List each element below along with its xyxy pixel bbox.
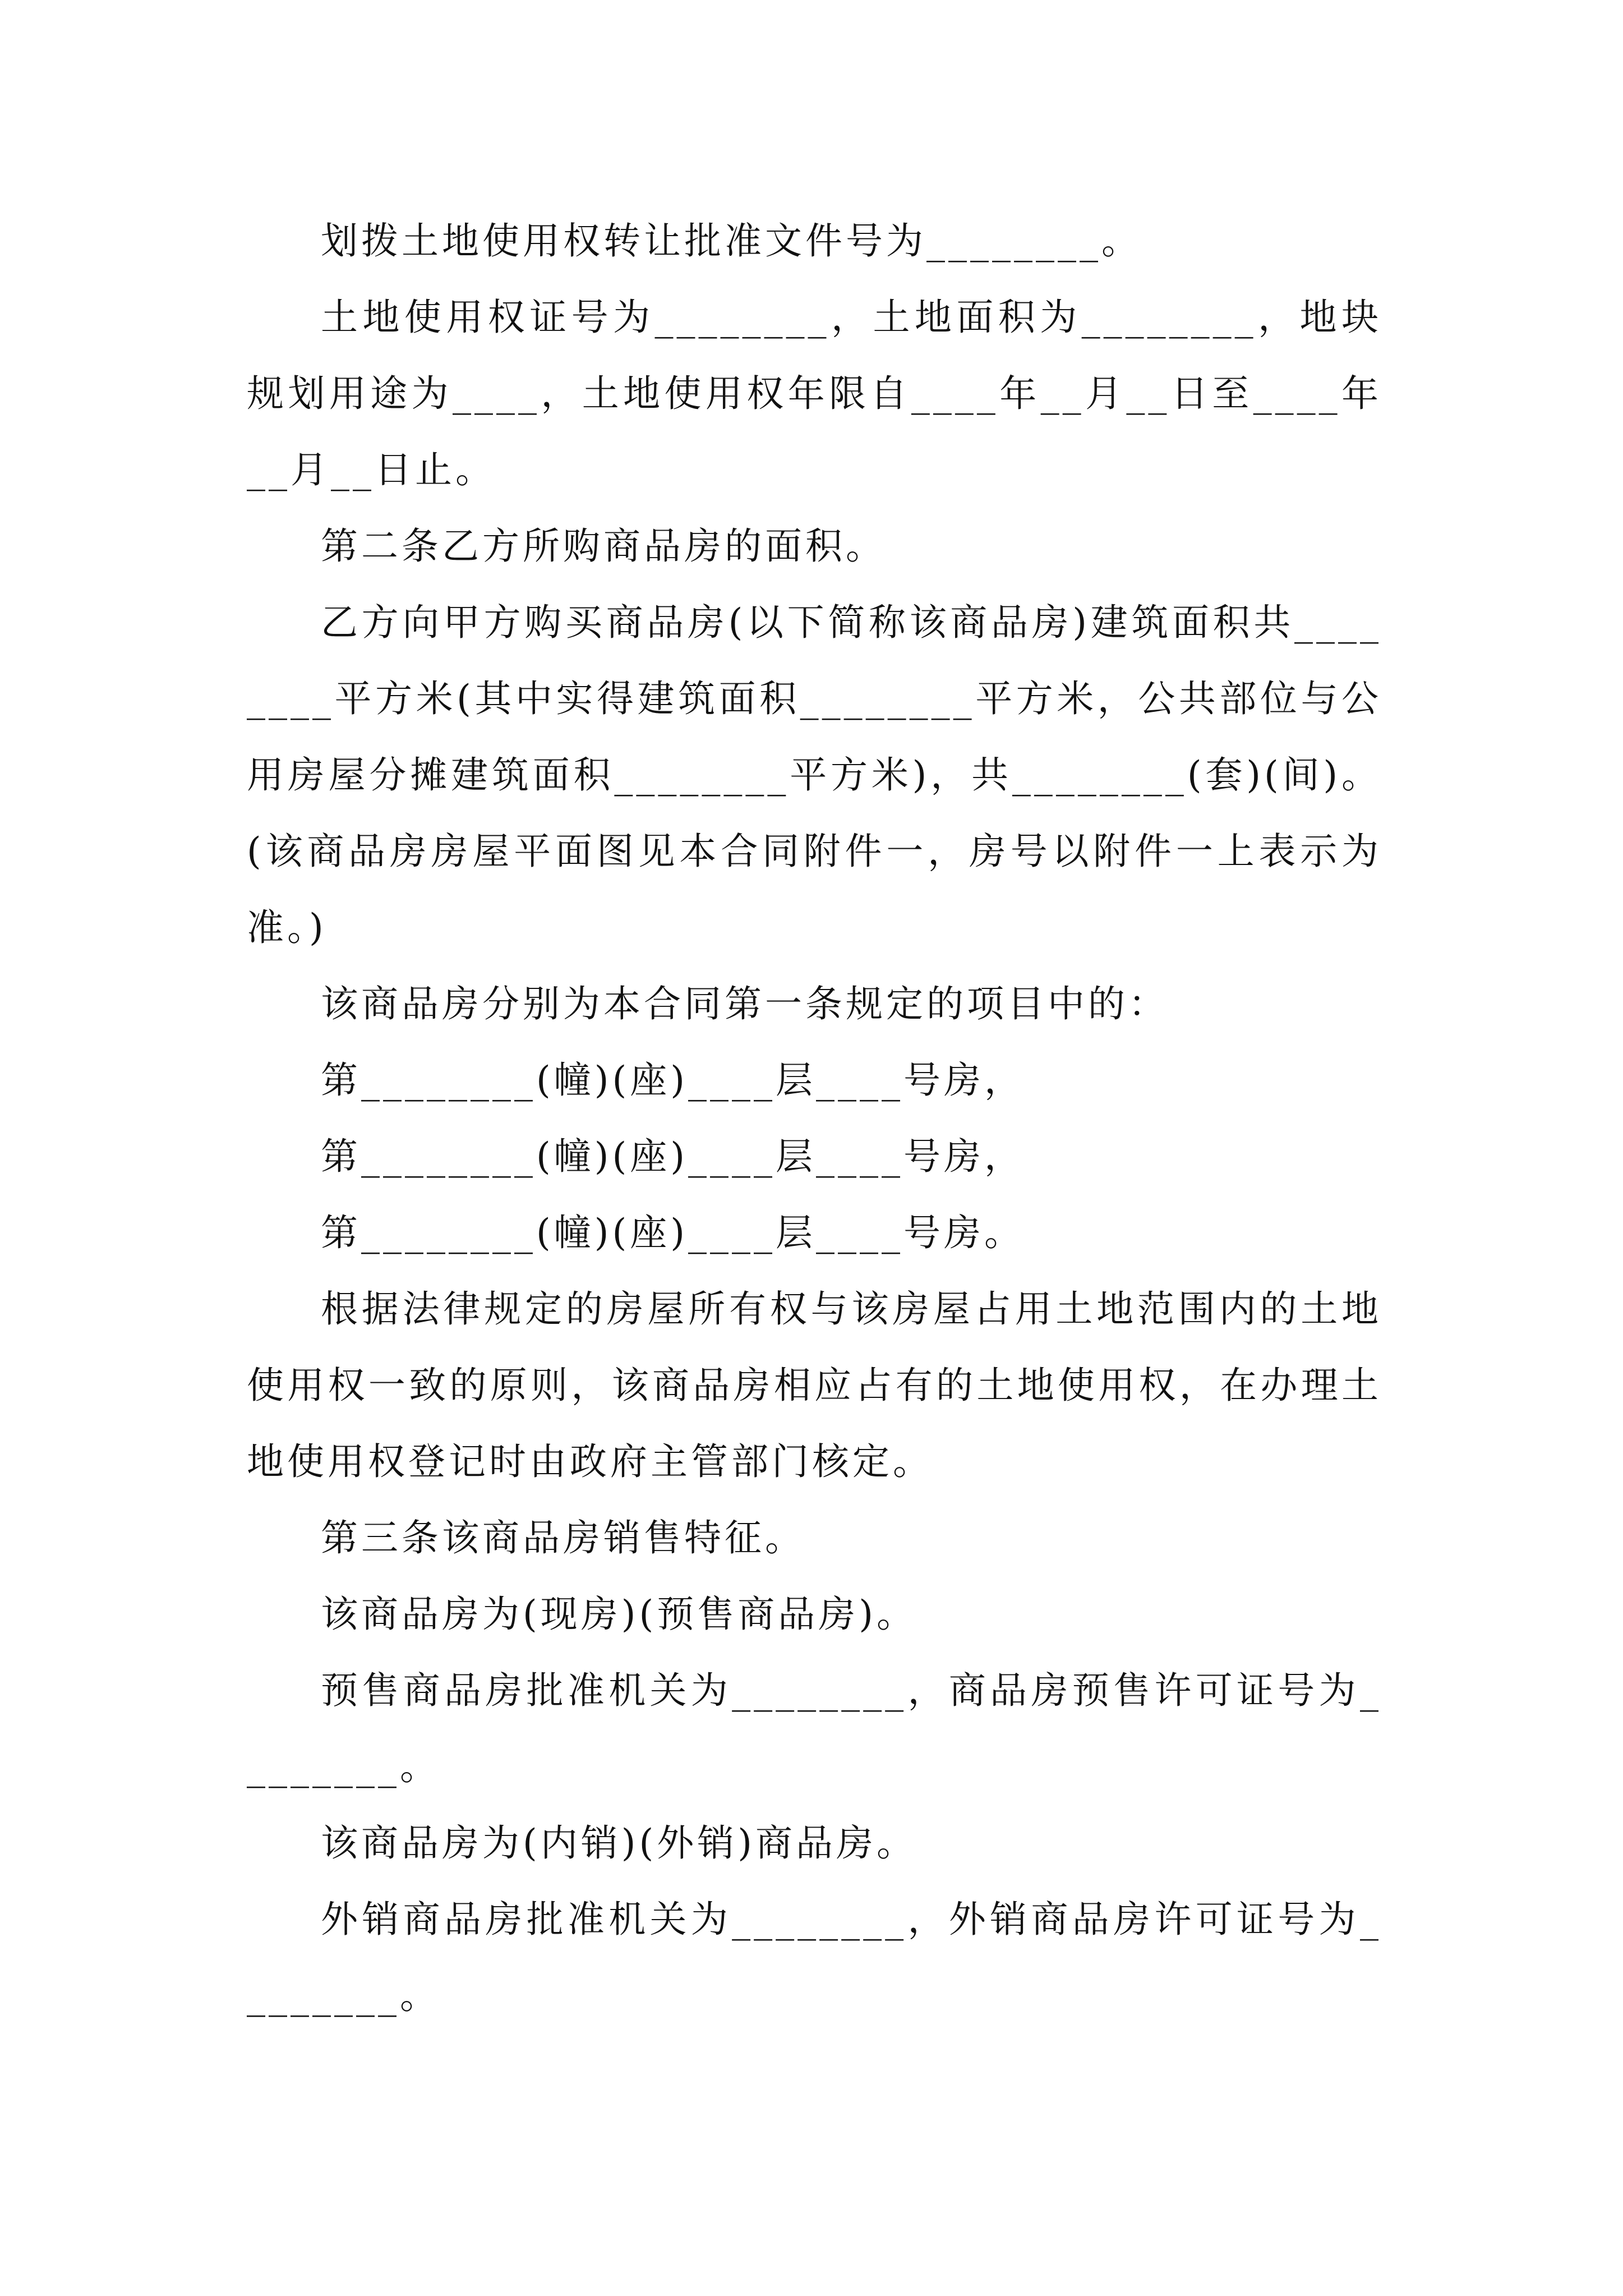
paragraph-transfer-approval-number: 划拨土地使用权转让批准文件号为________。 [321, 219, 1142, 263]
paragraph-export-approval: 外销商品房批准机关为________，外销商品房许可证号为________。 [247, 1898, 1382, 2017]
paragraph-unit-line-2: 第________(幢)(座)____层____号房， [321, 1135, 1025, 1178]
paragraph-land-use-principle: 根据法律规定的房屋所有权与该房屋占用土地范围内的土地使用权一致的原则，该商品房相应占有的土地使用权，在办理土地使用权登记时由政府主管部门核定。 [247, 1287, 1382, 1483]
paragraph-unit-line-3: 第________(幢)(座)____层____号房。 [321, 1211, 1025, 1254]
heading-article-3: 第三条该商品房销售特征。 [321, 1516, 805, 1559]
document-body [247, 203, 1382, 2034]
paragraph-project-units-intro: 该商品房分别为本合同第一条规定的项目中的： [321, 982, 1169, 1025]
heading-article-2: 第二条乙方所购商品房的面积。 [321, 524, 886, 568]
paragraph-land-use-certificate: 土地使用权证号为________，土地面积为________，地块规划用途为____，土地使用权年限自____年__月__日至____年__月__日止。 [247, 296, 1382, 491]
paragraph-building-area: 乙方向甲方购买商品房(以下简称该商品房)建筑面积共________平方米(其中实得建筑面积________平方米，公共部位与公用房屋分摊建筑面积________平方米)，共________(套)(间)。(该商品房房屋平面图见本合同附件一，房号以附件一上表示为准。) [247, 601, 1382, 949]
paragraph-sale-type: 该商品房为(现房)(预售商品房)。 [321, 1593, 917, 1636]
paragraph-presale-approval: 预售商品房批准机关为________，商品房预售许可证号为________。 [247, 1669, 1382, 1788]
paragraph-market-type: 该商品房为(内销)(外销)商品房。 [321, 1821, 917, 1865]
paragraph-unit-line-1: 第________(幢)(座)____层____号房， [321, 1059, 1025, 1102]
